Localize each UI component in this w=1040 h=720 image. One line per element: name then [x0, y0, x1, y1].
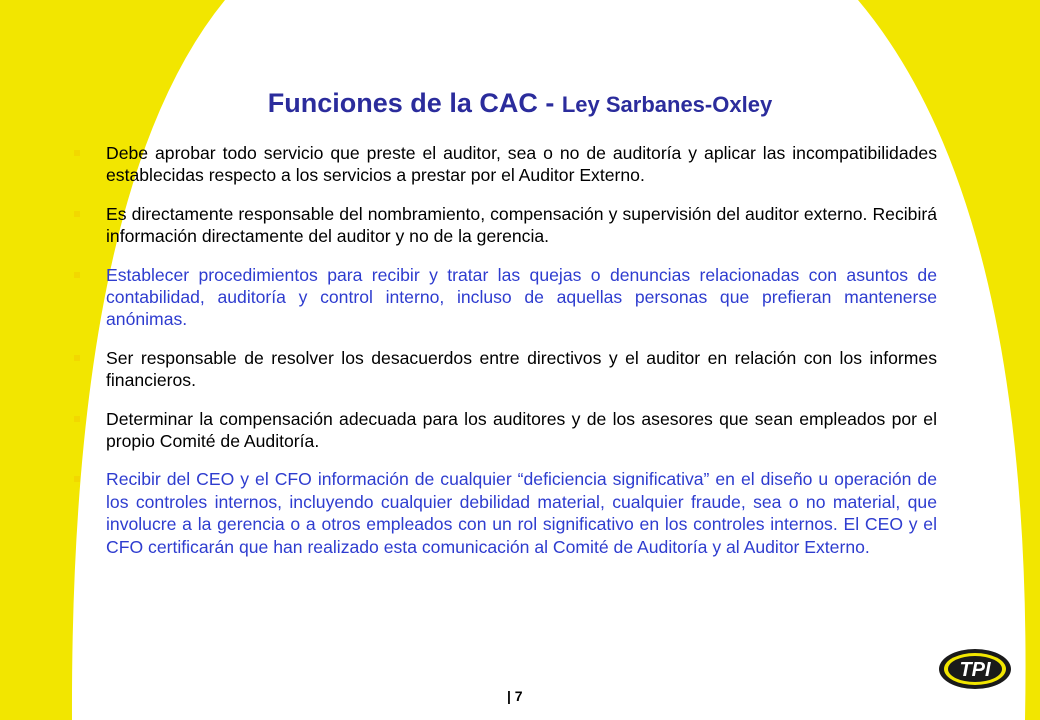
bullet-item [72, 264, 937, 331]
bullet-text: Recibir del CEO y el CFO información de cualquier “deficiencia significativa” en el diseño u operación de los controles internos, incluyendo cualquier debilidad material, cualquier fraude, sea o no material, que involucre a la gerencia o a otros empleados con un rol significativo en los controles internos. El CEO y el CFO certificarán que han realizado esta comunicación al Comité de Auditoría y al Auditor Externo. [106, 469, 937, 557]
bullet-square-icon [74, 416, 80, 422]
bullet-square-icon [74, 272, 80, 278]
slide-title-main: Funciones de la CAC - [267, 88, 562, 118]
page-number: | 7 [507, 688, 523, 704]
bullet-item [72, 203, 937, 248]
bullet-text: Ser responsable de resolver los desacuerdos entre directivos y el auditor en relación con los informes financieros. [106, 347, 937, 391]
bullet-text: Determinar la compensación adecuada para los auditores y de los asesores que sean empleados por el propio Comité de Auditoría. [106, 408, 937, 452]
slide-title-subtitle: Ley Sarbanes-Oxley [561, 92, 773, 117]
bullet-square-icon [74, 476, 80, 482]
bullet-square-icon [74, 211, 80, 217]
bullet-square-icon [74, 355, 80, 361]
tpi-logo [938, 648, 1012, 690]
bullet-item [72, 408, 937, 453]
slide-title [0, 88, 1040, 119]
bullet-square-icon [74, 150, 80, 156]
bullet-item [72, 142, 937, 187]
bullet-text: Debe aprobar todo servicio que preste el auditor, sea o no de auditoría y aplicar las incompatibilidades establecidas respecto a los servicios a prestar por el Auditor Externo. [106, 143, 937, 186]
bullet-text: Establecer procedimientos para recibir y tratar las quejas o denuncias relacionadas con asuntos de contabilidad, auditoría y control interno, incluso de aquellas personas que prefieran mantenerse anónimas. [106, 264, 937, 330]
bullet-item [72, 347, 937, 392]
bullet-text: Es directamente responsable del nombramiento, compensación y supervisión del auditor externo. Recibirá información directamente del auditor y no de la gerencia. [106, 203, 937, 247]
bullet-item [72, 468, 937, 558]
tpi-logo-text: TPI [959, 659, 991, 681]
bullet-list [72, 142, 937, 574]
